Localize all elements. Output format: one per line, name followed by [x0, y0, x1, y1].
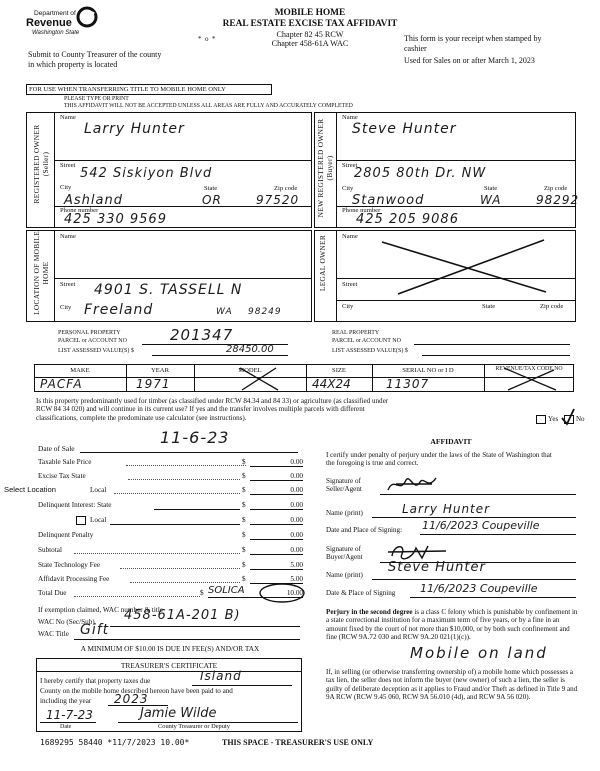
personal-assessed: 28450.00 [226, 344, 274, 355]
buyer-state: WA [480, 193, 502, 207]
minimum-note: A MINIMUM OF $10.00 IS DUE IN FEE(S) AND/OR TAX [80, 644, 260, 653]
assessed-label: LIST ASSESSED VALUE(S) $ [58, 348, 134, 354]
agency-line3: Washington State [32, 30, 80, 36]
seller-name: Larry Hunter [84, 121, 185, 137]
legal-owner-strike-mark [380, 238, 550, 296]
timber-question [36, 397, 536, 422]
treasurer-signature: Jamie Wilde [140, 706, 217, 721]
affidavit-heading: AFFIDAVIT [430, 437, 472, 446]
taxable-sale-price-value: 0.00 [290, 458, 303, 466]
receipt-line1: This form is your receipt when stamped by [404, 34, 542, 43]
buyer-side-label: NEW REGISTERED OWNER (Buyer) [316, 118, 334, 218]
wac-title-label: WAC Title [38, 630, 69, 638]
location-city: Freeland [84, 302, 154, 318]
timber-no-label: No [576, 415, 585, 423]
location-street-label: Street [60, 281, 76, 288]
form-title [190, 8, 430, 48]
real-property-label: REAL PROPERTY [332, 330, 380, 336]
buyer-street-label: Street [342, 162, 358, 169]
location-zip: 98249 [248, 307, 282, 317]
col-make: MAKE [70, 367, 90, 374]
seller-zip-label: Zip code [274, 185, 298, 192]
buyer-phone: 425 205 9086 [356, 212, 459, 227]
interest-local-checkbox[interactable] [76, 516, 86, 525]
legal-street-label: Street [342, 281, 358, 288]
buyer-zip-label: Zip code [544, 185, 568, 192]
col-serial: SERIAL NO or I D [402, 367, 454, 374]
parcel-label: PARCEL or ACCOUNT NO [58, 338, 127, 344]
vehicle-year: 1971 [136, 377, 171, 391]
treasurer-deputy-label: County Treasurer or Deputy [158, 723, 230, 730]
treasurer-heading: TREASURER'S CERTIFICATE [120, 661, 218, 670]
wac-no: 458-61A-201 B) [124, 608, 241, 623]
taxable-sale-price-row: Taxable Sale Price $ 0.00 [38, 458, 303, 466]
treasurer-county: Island [200, 669, 242, 683]
seller-city: Ashland [64, 193, 123, 208]
buyer-street: 2805 80th Dr. NW [354, 166, 487, 181]
real-assessed-label: LIST ASSESSED VALUE(S) $ [332, 348, 408, 354]
seller-phone-label: Phone number [60, 207, 99, 214]
col-tax-code: REVENUE/TAX CODE NO [495, 366, 563, 372]
buyer-date-place: 11/6/2023 Coupeville [420, 582, 538, 595]
submit-line2: in which property is located [28, 60, 118, 69]
agency-line1: Department of [34, 10, 76, 17]
technology-fee-row: State Technology Fee $ 5.00 [38, 561, 303, 569]
treasurer-line1: I hereby certify that property taxes due [40, 677, 151, 685]
legal-zip-label: Zip code [540, 303, 564, 310]
buyer-name: Steve Hunter [352, 121, 457, 137]
interest-local-value: 0.00 [290, 516, 303, 524]
accept-note: THIS AFFIDAVIT WILL NOT BE ACCEPTED UNLESS ALL AREAS ARE FULLY AND ACCURATELY COMPLETED [64, 103, 353, 109]
perjury-bold: Perjury in the second degree [326, 608, 413, 616]
legal-side-label: LEGAL OWNER [318, 234, 327, 292]
buyer-city-label: City [342, 185, 354, 192]
total-due-note: SOLICA [208, 585, 245, 596]
seller-street: 542 Siskiyon Blvd [80, 166, 213, 181]
tax-code-strike-mark [500, 366, 560, 392]
real-parcel-label: PARCEL or ACCOUNT NO [332, 338, 401, 344]
seller-print-name: Larry Hunter [402, 502, 491, 516]
cashier-stamp: 1689295 58440 *11/7/2023 10.00* [40, 738, 190, 747]
excise-local-label: Local [90, 486, 107, 494]
tax-lien-warning: If, in selling (or otherwise transferring ownership of) a mobile home which possesses a tax lien, the seller does not inform the buyer (new owner) of such a lien, the seller is guilty of deliberate deception as it applies to Fraud and/or Theft as defined in Title 9 and 9A RCW (RCW 9.45 060, RCW 9A 56.010 (4d), and RCW 9A 56 020). [326, 668, 578, 702]
technology-fee-value: 5.00 [290, 561, 303, 569]
select-location[interactable]: Select Location [4, 485, 56, 494]
treasurer-date: 11-7-23 [46, 708, 93, 722]
date-of-sale-label: Date of Sale [38, 444, 75, 453]
timber-line2: RCW 84 34 020) and will continue in its current use? If yes and the transfer involves multiple parcels with different [36, 405, 365, 414]
delinquent-penalty-value: 0.00 [290, 531, 303, 539]
agency-logo [26, 6, 106, 40]
excise-state-row: Excise Tax State $ 0.00 [38, 472, 303, 480]
seller-zip: 97520 [256, 193, 300, 207]
vehicle-make: PACFA [40, 377, 83, 391]
personal-property-label: PERSONAL PROPERTY [58, 330, 121, 336]
receipt-instructions [404, 34, 542, 66]
exemption-label: If exemption claimed, WAC number & title [38, 606, 164, 614]
submit-instructions [28, 50, 161, 70]
seller-side-label: REGISTERED OWNER (Seller) [32, 124, 50, 204]
technology-fee-label: State Technology Fee [38, 561, 101, 569]
vehicle-serial: 11307 [386, 377, 430, 391]
receipt-line2: cashier [404, 44, 427, 53]
vehicle-size: 44X24 [312, 377, 351, 391]
agency-line2: Revenue [26, 17, 72, 29]
subtotal-value: 0.00 [290, 546, 303, 554]
model-strike-mark [236, 366, 282, 392]
location-name-label: Name [60, 233, 76, 240]
buyer-zip: 98292 [536, 193, 580, 207]
title-line1: MOBILE HOME [274, 8, 346, 18]
seller-print-label: Name (print) [326, 509, 363, 517]
col-year: YEAR [151, 367, 169, 374]
personal-parcel: 201347 [170, 326, 234, 344]
seller-date-label: Date and Place of Signing: [326, 526, 403, 534]
interest-state-label: Delinquent Interest: State [38, 501, 112, 509]
total-circle-mark [258, 582, 306, 604]
treasurer-date-label: Date [60, 724, 72, 730]
col-model: MODEL [238, 367, 262, 374]
location-street: 4901 S. TASSELL N [94, 282, 243, 298]
timber-yes-label: Yes [548, 415, 559, 423]
total-due-value: 10.00 [286, 589, 303, 597]
use-note: FOR USE WHEN TRANSFERRING TITLE TO MOBILE HOME ONLY [29, 86, 226, 93]
timber-no-check-mark [560, 408, 576, 426]
seller-state: OR [202, 193, 222, 207]
buyer-date-label: Date & Place of Signing [326, 589, 396, 597]
buyer-print-name: Steve Hunter [388, 560, 486, 575]
interest-state-value: 0.00 [290, 501, 303, 509]
perjury-warning [326, 608, 578, 641]
total-due-label: Total Due [38, 589, 67, 597]
wac-title: Gift [80, 622, 110, 638]
interest-local-row: Local $ 0.00 [38, 516, 303, 527]
mobile-on-land-note: Mobile on land [410, 644, 548, 662]
seller-state-label: State [204, 185, 218, 192]
legal-state-label: State [482, 303, 496, 310]
excise-local-value: 0.00 [290, 486, 303, 494]
print-note: PLEASE TYPE OR PRINT [64, 96, 129, 102]
location-side-label: LOCATION OF MOBILE HOME [32, 231, 50, 315]
buyer-city: Stanwood [352, 193, 425, 208]
chapter-line1: Chapter 82 45 RCW [276, 30, 344, 39]
excise-local-row: Local $ 0.00 [90, 486, 303, 494]
timber-line1: Is this property predominantly used for timber (as classified under RCW 84.34 and 84 33) or agriculture (as classified under [36, 397, 389, 405]
subtotal-label: Subtotal [38, 546, 62, 554]
buyer-sig-label: Signature of Buyer/Agent [326, 545, 363, 562]
treasurer-year: 2023 [114, 692, 149, 706]
processing-fee-row: Affidavit Processing Fee $ 5.00 [38, 575, 303, 583]
col-size: SIZE [332, 367, 346, 374]
processing-fee-value: 5.00 [290, 575, 303, 583]
total-due-row: Total Due $ SOLICA 10.00 [38, 585, 303, 597]
receipt-line3: Used for Sales on or after March 1, 2023 [404, 56, 535, 65]
treasurer-line2: County on the mobile home described hereon have been paid to and [40, 687, 233, 695]
chapter-line2: Chapter 458-61A WAC [271, 39, 349, 48]
seller-phone: 425 330 9569 [64, 212, 167, 227]
perjury-text: is a class C felony which is punishable by confinement in a state correctional institution for a maximum term of five years, or by a fine in an amount fixed by the court of not more than $10,000, or by both such confinement and fine (RCW 9A.72 030 and RCW 9A.20 021(1)(c)). [326, 608, 578, 642]
interest-state-row: Delinquent Interest: State $ 0.00 [38, 501, 303, 509]
seller-name-label: Name [60, 114, 76, 121]
legal-city-label: City [342, 303, 354, 310]
seller-signature-mark [384, 472, 454, 496]
affidavit-certify: I certify under penalty of perjury under the laws of the State of Washington that the foregoing is true and correct. [326, 451, 552, 468]
seller-date-place: 11/6/2023 Coupeville [422, 519, 540, 532]
wac-no-label: WAC No (Sec/Sub) [38, 618, 95, 626]
use-note-box [26, 84, 272, 95]
seller-city-label: City [60, 184, 72, 191]
subtotal-row: Subtotal $ 0.00 [38, 546, 303, 554]
timber-yes-checkbox[interactable] [536, 415, 546, 424]
title-line2: REAL ESTATE EXCISE TAX AFFIDAVIT [222, 19, 398, 29]
treasurer-line3: including the year [40, 697, 92, 705]
buyer-name-label: Name [342, 114, 358, 121]
location-state: WA [216, 307, 233, 317]
scribble-mark: * o * [198, 35, 216, 43]
delinquent-penalty-row: Delinquent Penalty $ 0.00 [38, 531, 303, 539]
processing-fee-label: Affidavit Processing Fee [38, 575, 110, 583]
date-of-sale: 11-6-23 [160, 428, 230, 447]
interest-local-label: Local [90, 516, 107, 524]
excise-state-label: Excise Tax State [38, 472, 86, 480]
legal-name-label: Name [342, 233, 358, 240]
wa-logo-icon [76, 6, 98, 28]
location-city-label: City [60, 304, 72, 311]
timber-line3: classifications, complete the predominate use calculator (see instructions). [36, 413, 247, 422]
seller-street-label: Street [60, 162, 76, 169]
excise-state-value: 0.00 [290, 472, 303, 480]
treasurer-use-only: THIS SPACE - TREASURER'S USE ONLY [222, 738, 374, 747]
submit-line1: Submit to County Treasurer of the county [28, 50, 162, 59]
buyer-print-label: Name (print) [326, 571, 363, 579]
buyer-state-label: State [484, 185, 498, 192]
delinquent-penalty-label: Delinquent Penalty [38, 531, 94, 539]
taxable-sale-price-label: Taxable Sale Price [38, 458, 92, 466]
seller-sig-label: Signature of Seller/Agent [326, 477, 362, 494]
buyer-phone-label: Phone number [342, 207, 381, 214]
